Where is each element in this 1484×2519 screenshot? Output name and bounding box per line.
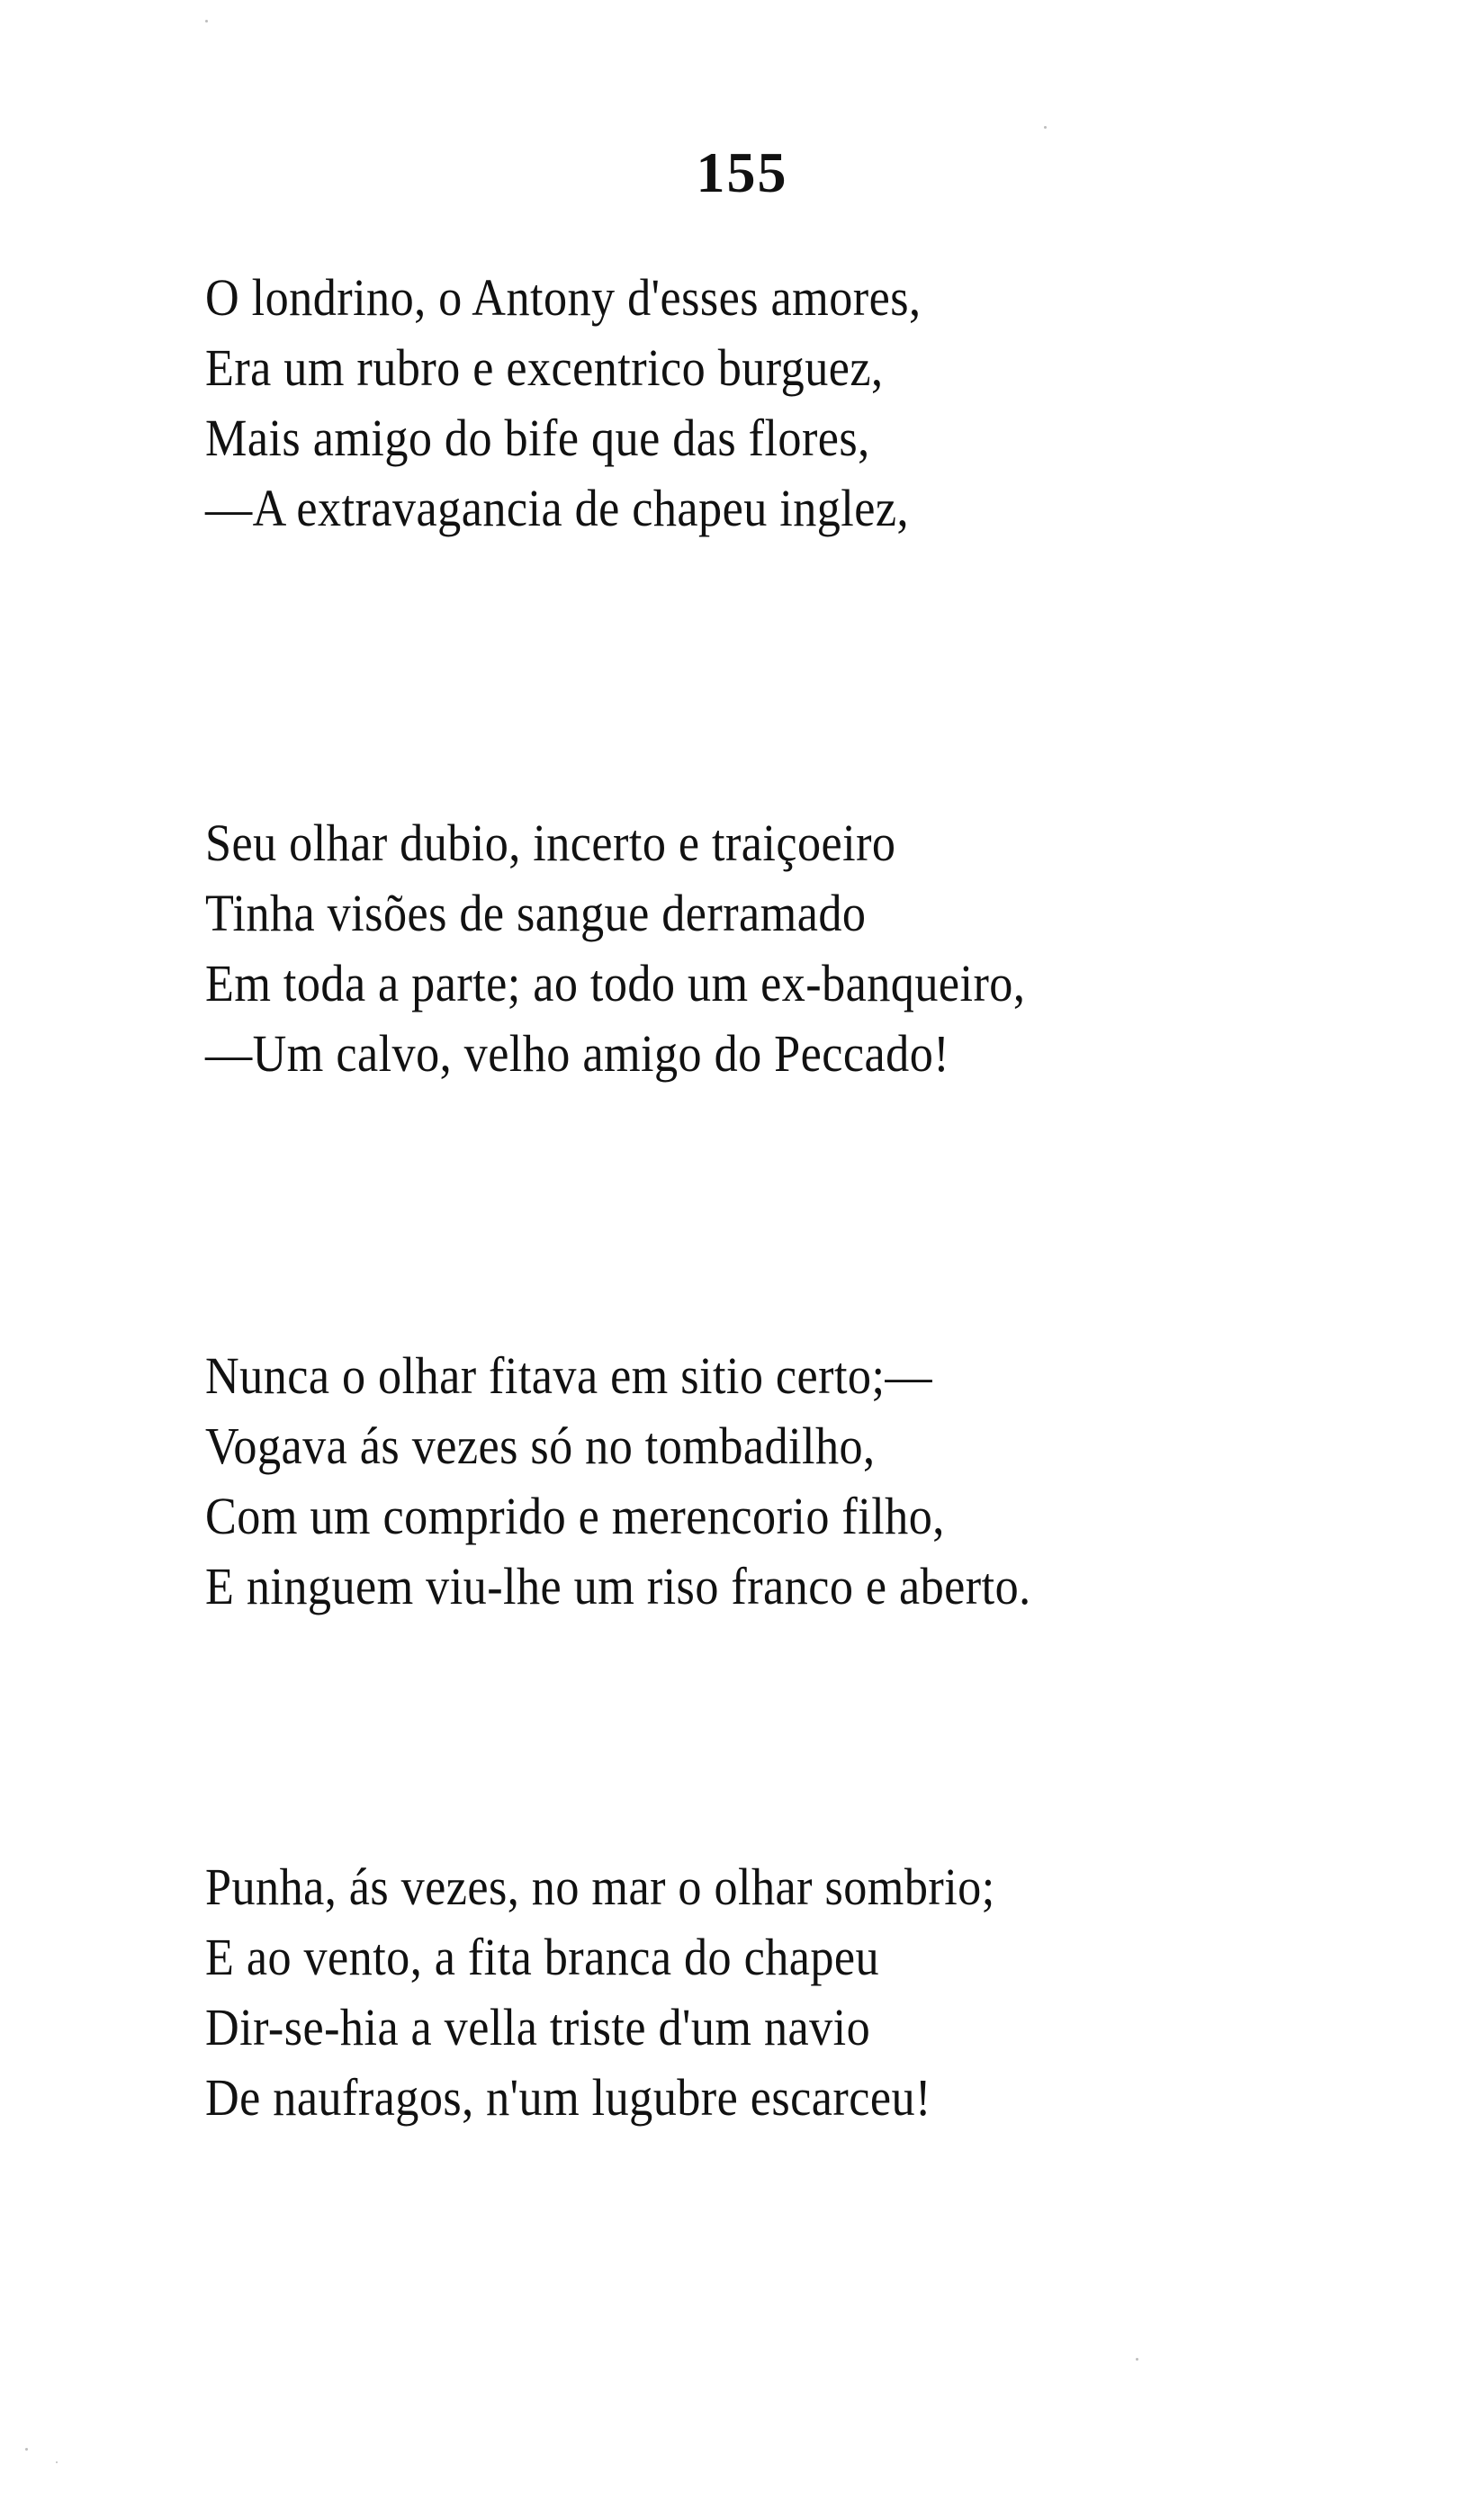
scan-speck bbox=[1136, 2358, 1138, 2361]
verse-line: E ao vento, a fita branca do chapeu bbox=[205, 1928, 880, 1986]
verse-line: De naufragos, n'um lugubre escarceu! bbox=[205, 2068, 931, 2127]
verse-line: Punha, ás vezes, no mar o olhar sombrio; bbox=[205, 1858, 995, 1916]
verse-line: Em toda a parte; ao todo um ex-banqueiro, bbox=[205, 954, 1026, 1012]
stanza-1 bbox=[205, 263, 1285, 544]
verse-line: E ninguem viu-lhe um riso franco e aberto. bbox=[205, 1557, 1031, 1615]
verse-line: —Um calvo, velho amigo do Peccado! bbox=[205, 1024, 950, 1083]
scan-speck bbox=[25, 2448, 28, 2451]
stanza-2 bbox=[205, 808, 1285, 1089]
verse-line: Com um comprido e merencorio filho, bbox=[205, 1487, 945, 1545]
verse-line: Era um rubro e excentrico burguez, bbox=[205, 338, 884, 397]
scan-speck bbox=[56, 2461, 58, 2463]
verse-line: Tinha visões de sangue derramado bbox=[205, 884, 867, 942]
scan-speck bbox=[205, 20, 208, 22]
verse-line: Seu olhar dubio, incerto e traiçoeiro bbox=[205, 814, 896, 872]
verse-line: Dir-se-hia a vella triste d'um navio bbox=[205, 1998, 871, 2056]
stanza-3 bbox=[205, 1341, 1285, 1622]
verse-line: Vogava ás vezes só no tombadilho, bbox=[205, 1417, 876, 1475]
verse-line: Mais amigo do bife que das flores, bbox=[205, 409, 870, 467]
verse-line: —A extravagancia de chapeu inglez, bbox=[205, 479, 909, 537]
verse-line: Nunca o olhar fitava em sitio certo;— bbox=[205, 1346, 933, 1405]
page-number: 155 bbox=[696, 140, 788, 204]
stanza-4 bbox=[205, 1852, 1285, 2133]
scan-speck bbox=[1044, 126, 1047, 129]
verse-line: O londrino, o Antony d'esses amores, bbox=[205, 268, 922, 327]
